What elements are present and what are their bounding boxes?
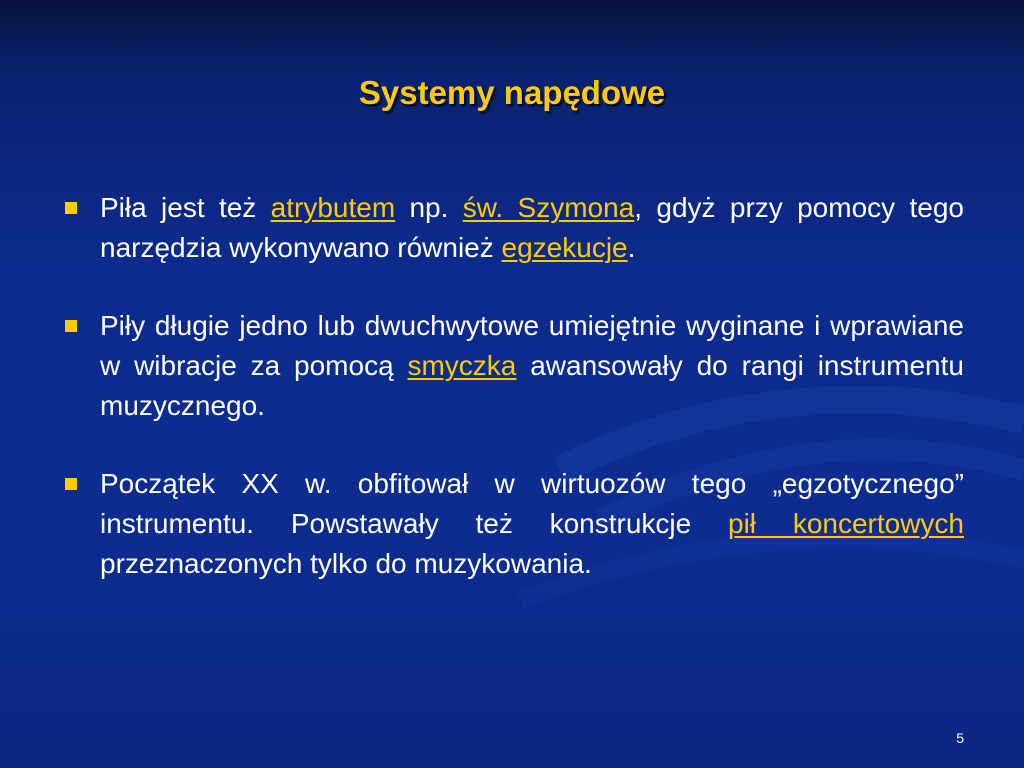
slide-title: Systemy napędowe (358, 74, 666, 111)
link-atrybutem[interactable]: atrybutem (270, 192, 396, 223)
square-bullet-icon (65, 478, 77, 490)
bullet-text: np. (395, 192, 463, 223)
bullet-list (62, 188, 964, 584)
bullet-text: , gdyż przy pomocy tego narzędzia wykonywano również (100, 192, 964, 263)
bullet-text: Piły długie jedno lub dwuchwytowe umiejętnie wyginane i wprawiane w wibracje za pomocą (100, 310, 964, 381)
link-pil-koncertowych[interactable]: pił koncertowych (728, 508, 965, 539)
bullet-item (62, 188, 964, 268)
bullet-item (62, 306, 964, 426)
bullet-text: przeznaczonych tylko do muzykowania. (100, 548, 592, 579)
bullet-text: . (627, 232, 636, 263)
link-egzekucje[interactable]: egzekucje (501, 232, 628, 263)
square-bullet-icon (65, 320, 77, 332)
bullet-text: Piła jest też (100, 192, 271, 223)
page-number: 5 (956, 730, 964, 746)
bullet-item (62, 464, 964, 584)
link-smyczka[interactable]: smyczka (407, 350, 517, 381)
bullet-text: Początek XX w. obfitował w wirtuozów tego „egzotycznego” instrumentu. Powstawały też konstrukcje (100, 468, 964, 539)
bullet-text: awansowały do rangi instrumentu muzycznego. (100, 350, 964, 421)
link-sw-szymona[interactable]: św. Szymona (462, 192, 635, 223)
square-bullet-icon (65, 202, 77, 214)
